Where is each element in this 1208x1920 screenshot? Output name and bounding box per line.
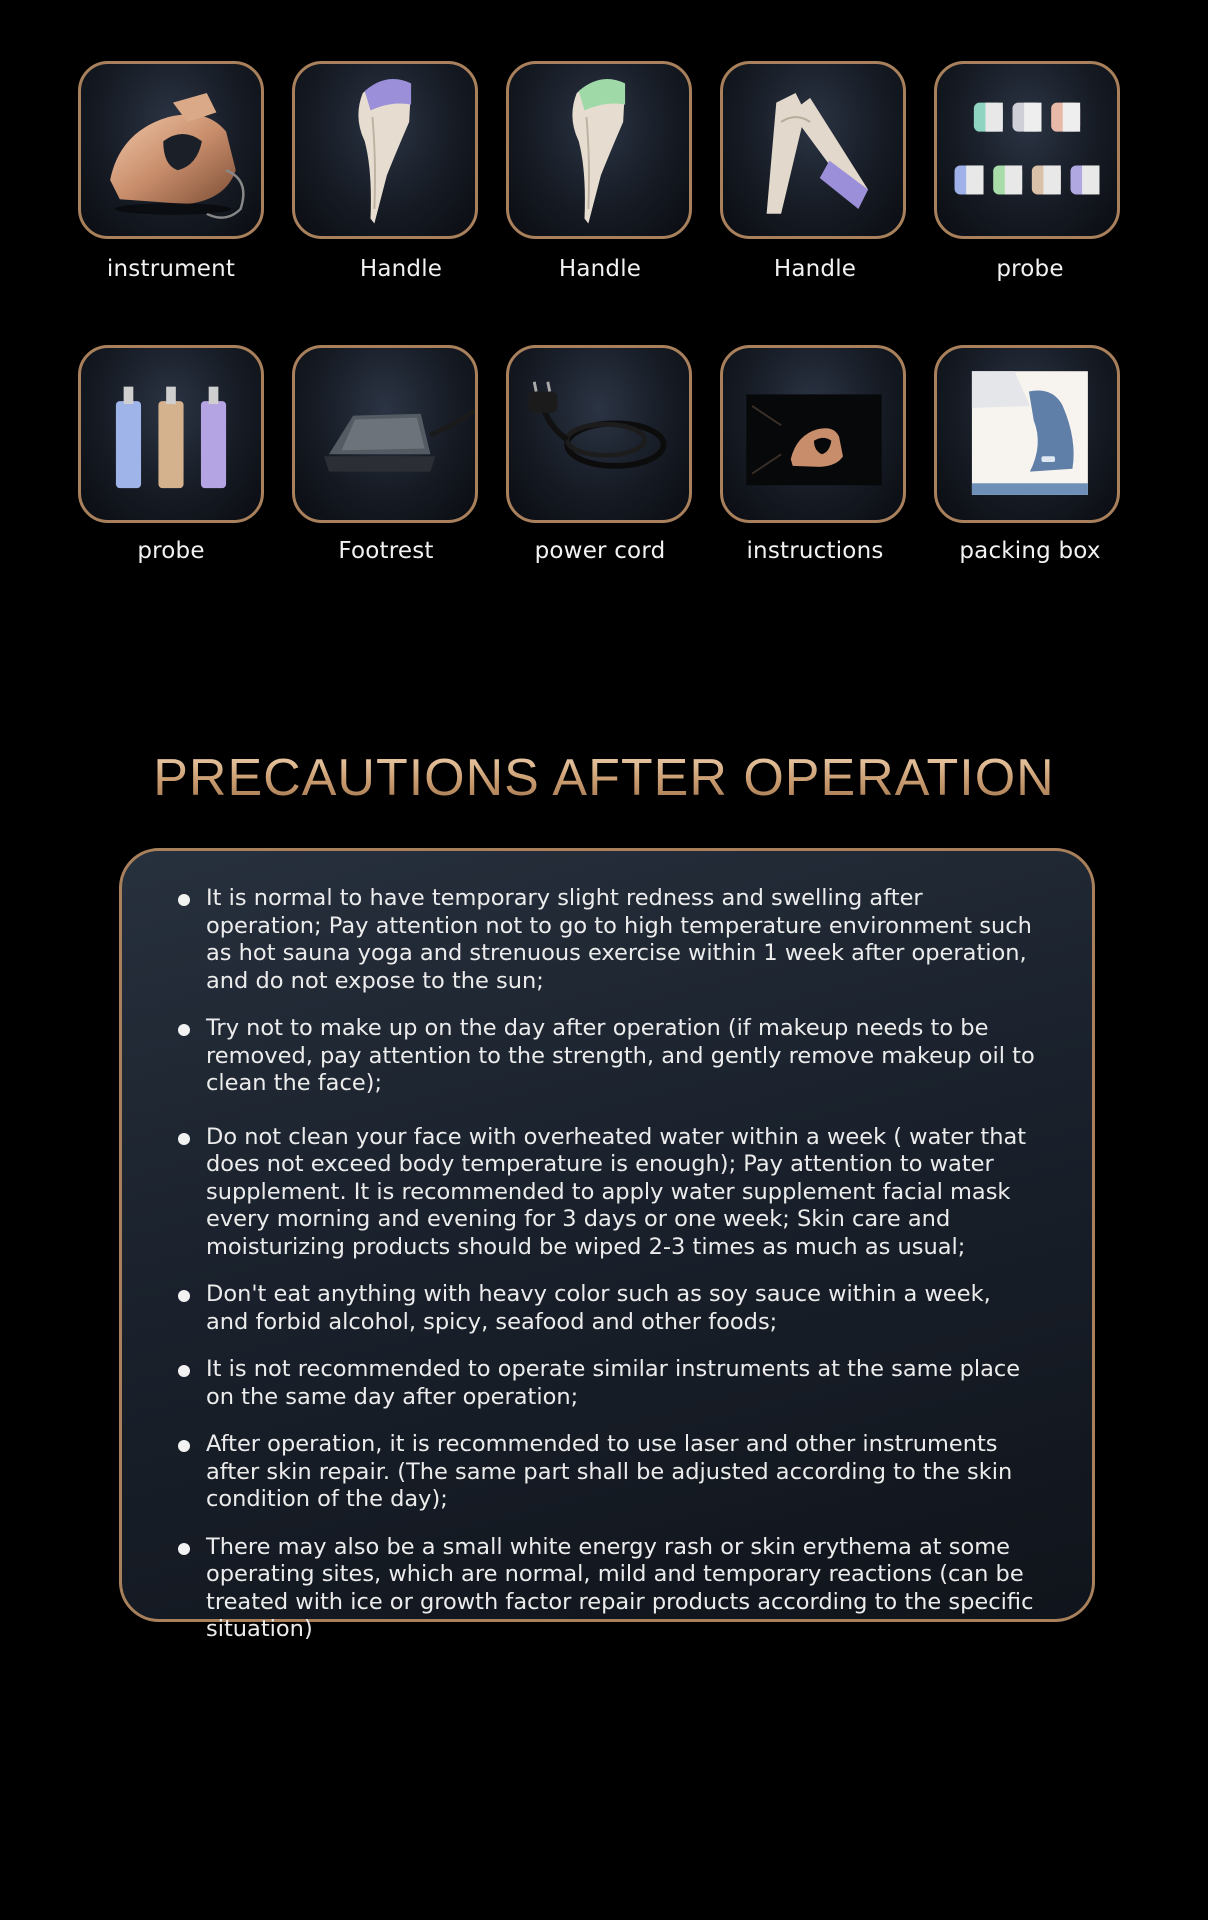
accessory-tile-handle-bent (720, 61, 906, 239)
handle-purple-icon (295, 64, 475, 236)
probe-tips-icon (937, 64, 1117, 236)
precaution-item: After operation, it is recommended to use laser and other instruments after skin repair. (The same part shall be adjusted according to the skin condition of the day); (178, 1431, 1038, 1514)
accessory-tile-instrument (78, 61, 264, 239)
precaution-item: It is normal to have temporary slight redness and swelling after operation; Pay attention not to go to high temperature environment such as hot sauna yoga and strenuous exercise within 1 week after operation, and do not expose to the sun; (178, 885, 1038, 995)
precautions-title: PRECAUTIONS AFTER OPERATION (0, 748, 1208, 808)
accessory-tile-packing-box (934, 345, 1120, 523)
bullet-dot-icon (178, 1024, 190, 1036)
bullet-dot-icon (178, 1365, 190, 1377)
accessory-tile-power-cord (506, 345, 692, 523)
instrument-icon (81, 64, 261, 236)
precaution-item: There may also be a small white energy rash or skin erythema at some operating sites, which are normal, mild and temporary reactions (can be treated with ice or growth factor repair products according to the specific situation) (178, 1534, 1038, 1644)
precautions-panel (119, 848, 1095, 1642)
bullet-dot-icon (178, 1543, 190, 1555)
accessory-label: Handle (558, 256, 642, 282)
bullet-dot-icon (178, 1290, 190, 1302)
accessory-tile-handle-green (506, 61, 692, 239)
handle-bent-icon (723, 64, 903, 236)
foot-pedal-icon (295, 348, 475, 520)
accessory-label: instructions (746, 538, 884, 564)
accessory-tile-probe-tips (934, 61, 1120, 239)
accessory-label: Handle (773, 256, 857, 282)
precaution-item: Do not clean your face with overheated water within a week ( water that does not exceed body temperature is enough); Pay attention to water supplement. It is recommended to apply water supplement facial mask every morning and evening for 3 days or one week; Skin care and moisturizing products should be wiped 2-3 times as much as usual; (178, 1124, 1038, 1262)
accessory-label: probe (137, 538, 205, 564)
accessory-label: probe (996, 256, 1064, 282)
bullet-dot-icon (178, 1133, 190, 1145)
accessory-label: packing box (959, 538, 1101, 564)
precaution-item: It is not recommended to operate similar instruments at the same place on the same day after operation; (178, 1356, 1038, 1411)
bullet-dot-icon (178, 1440, 190, 1452)
accessory-label: instrument (106, 256, 236, 282)
power-cord-icon (509, 348, 689, 520)
accessory-label: Handle (359, 256, 443, 282)
accessory-tile-footrest (292, 345, 478, 523)
accessory-tile-instructions (720, 345, 906, 523)
accessory-tile-probe-cartridges (78, 345, 264, 523)
bullet-dot-icon (178, 894, 190, 906)
precaution-item: Try not to make up on the day after operation (if makeup needs to be removed, pay attention to the strength, and gently remove makeup oil to clean the face); (178, 1015, 1038, 1098)
precautions-list (178, 885, 1038, 1664)
accessory-label: Footrest (338, 538, 434, 564)
accessory-label: power cord (534, 538, 666, 564)
handle-green-icon (509, 64, 689, 236)
accessory-tile-handle-purple (292, 61, 478, 239)
probe-cartridges-icon (81, 348, 261, 520)
packing-box-icon (937, 348, 1117, 520)
instructions-card-icon (723, 348, 903, 520)
precaution-item: Don't eat anything with heavy color such as soy sauce within a week, and forbid alcohol, spicy, seafood and other foods; (178, 1281, 1038, 1336)
